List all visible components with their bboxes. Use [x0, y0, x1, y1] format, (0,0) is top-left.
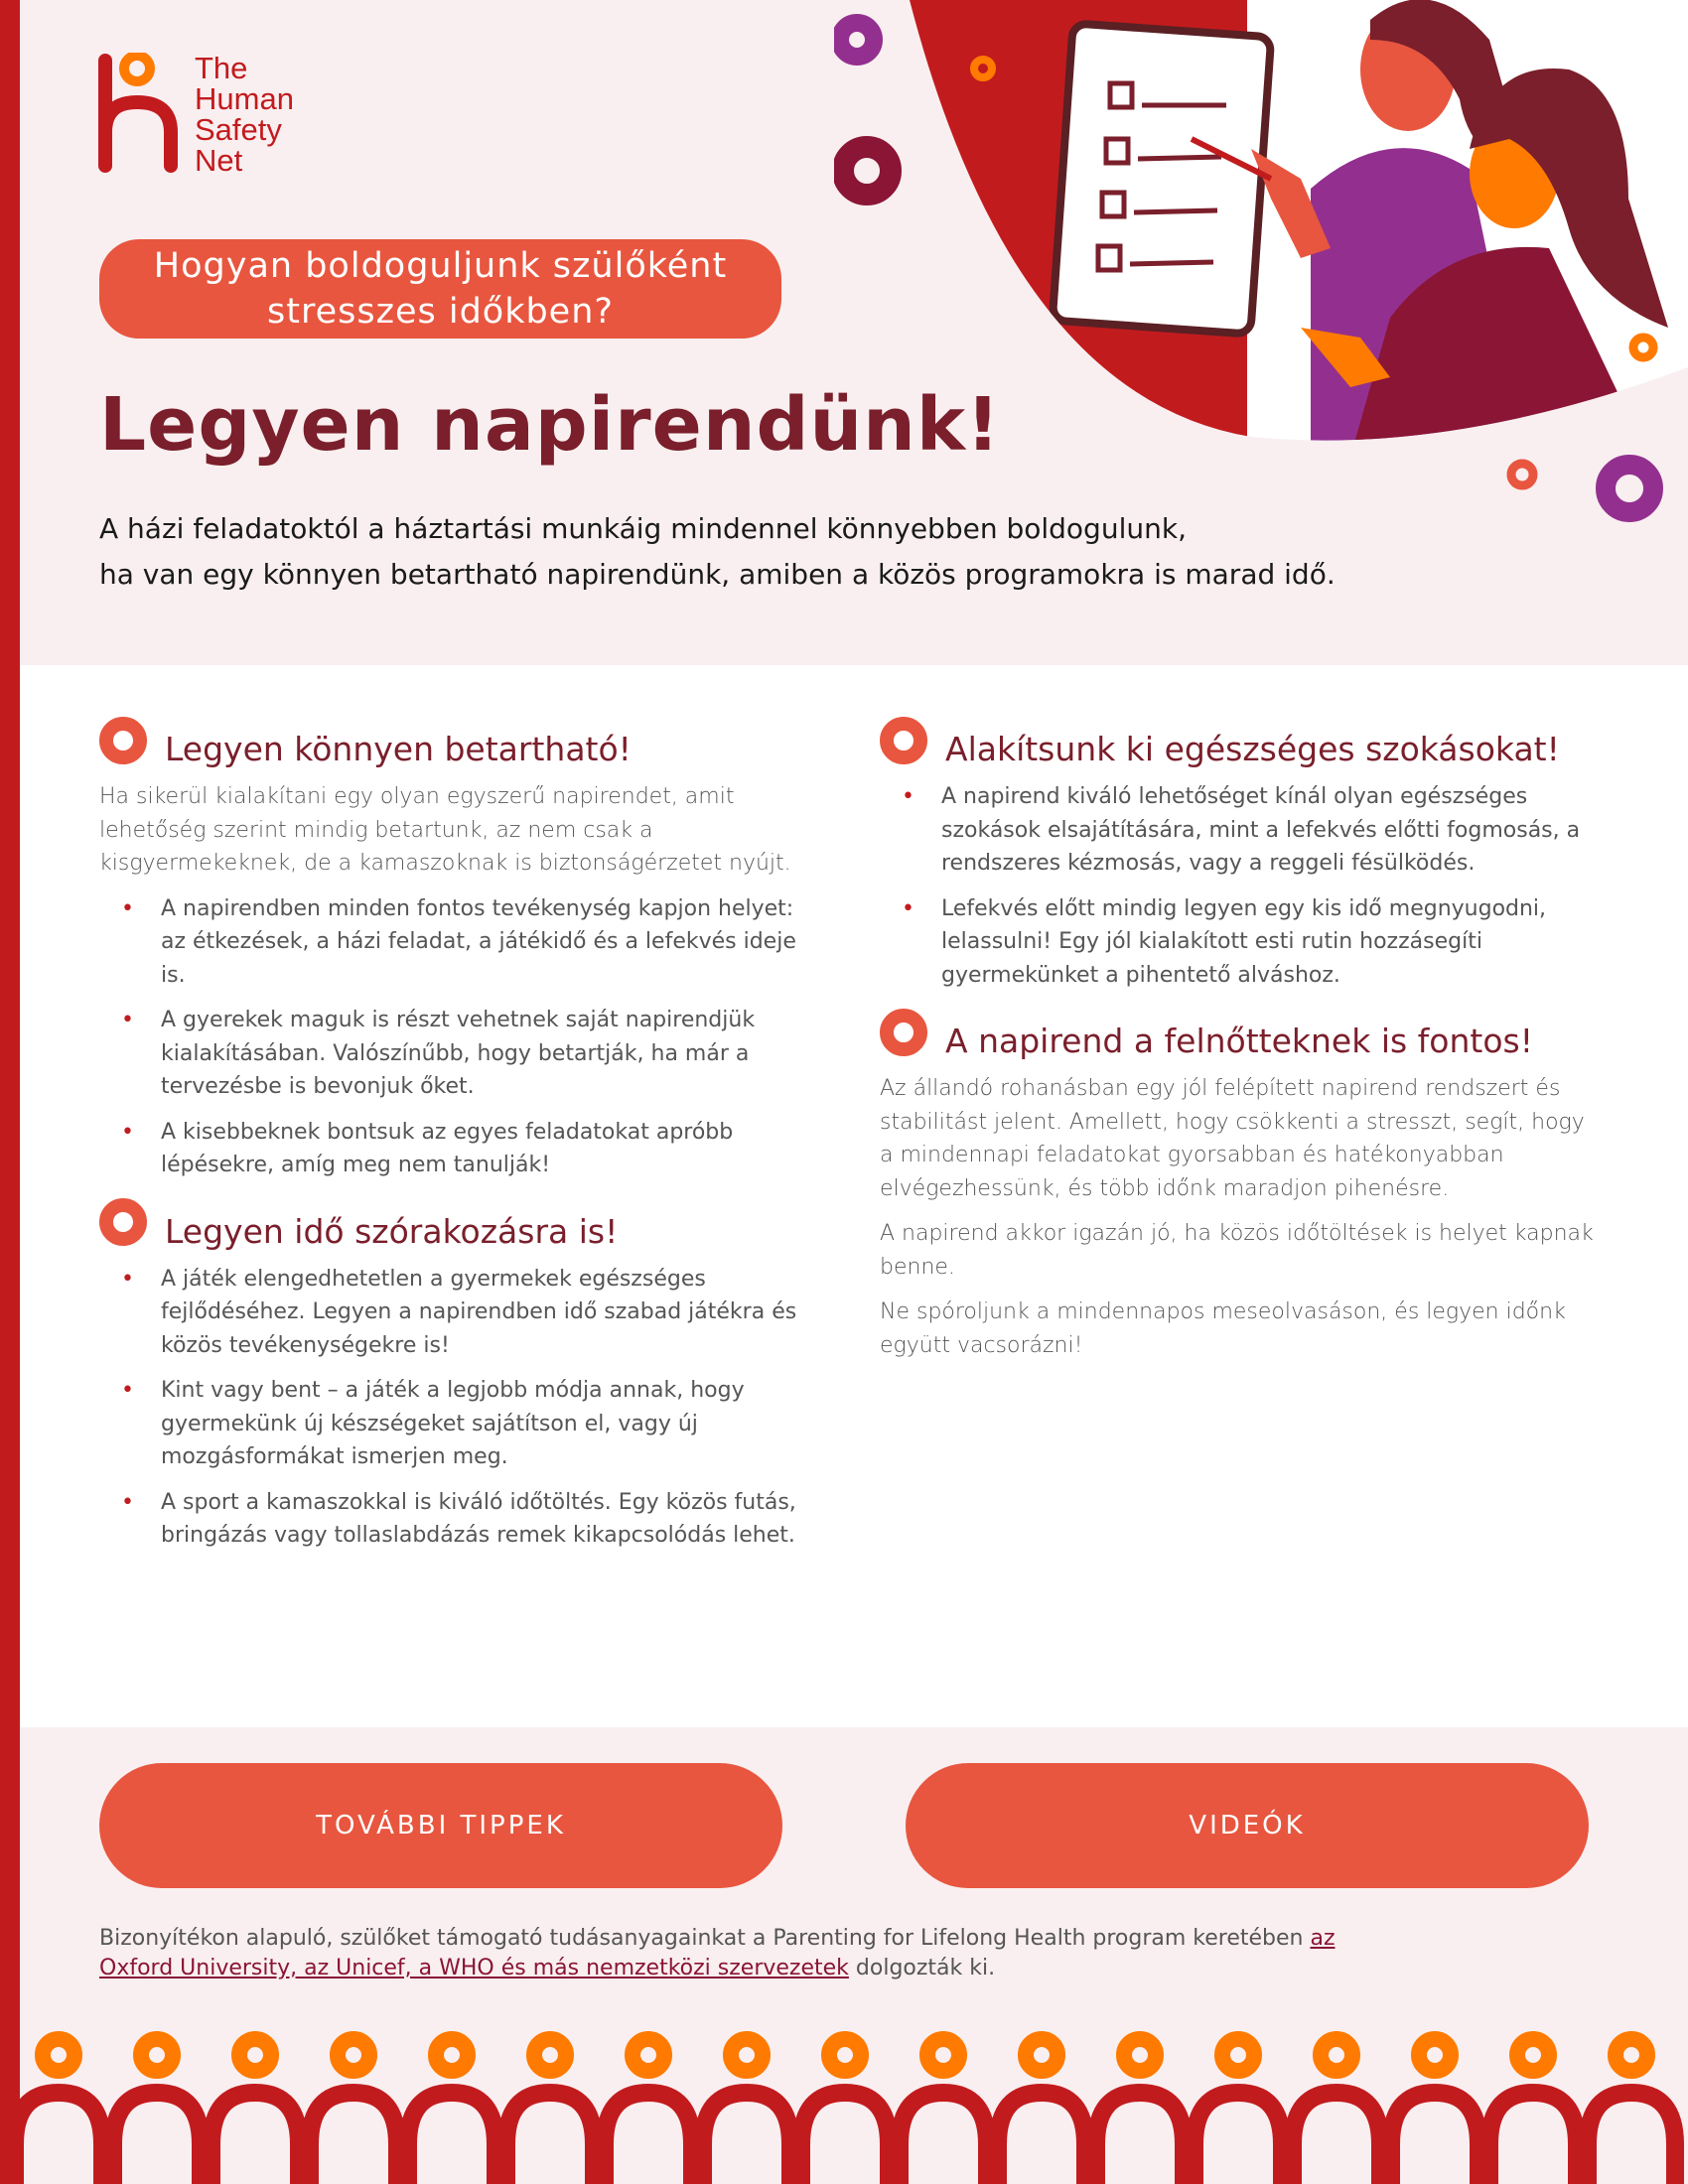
logo [97, 53, 294, 176]
decor-dot [1124, 2039, 1156, 2071]
decor-arch [1588, 2093, 1675, 2184]
bullet-item: • A sport a kamaszokkal is kiváló időtöltés. Egy közös futás, bringázás vagy tollaslabdázás remek kikapcsolódás lehet. [161, 1486, 814, 1553]
logo-line: Safety [195, 112, 282, 147]
bullet-item: • Lefekvés előtt mindig legyen egy kis idő megnyugodni, lelassulni! Egy jól kialakított esti rutin hozzásegíti gyermekünket a pihentető alváshoz. [941, 892, 1595, 993]
bullet-item: • A napirendben minden fontos tevékenység kapjon helyet: az étkezések, a házi feladat, a játékidő és a lefekvés ideje is. [161, 892, 814, 993]
decor-dot [534, 2039, 566, 2071]
decor-dot [1419, 2039, 1451, 2071]
decor-dot [239, 2039, 271, 2071]
decor-dot [338, 2039, 369, 2071]
decor-arch [408, 2093, 495, 2184]
ring-bullet-icon [99, 1198, 147, 1246]
ring-bullet-icon [99, 717, 147, 764]
bullet-item: • A játék elengedhetetlen a gyermekek egészséges fejlődéséhez. Legyen a napirendben idő szabad játékra és közös tevékenységekre is! [161, 1263, 814, 1363]
logo-line: Human [195, 81, 294, 116]
bullet-list [99, 892, 814, 1182]
section-heading-text: A napirend a felnőtteknek is fontos! [945, 1022, 1533, 1060]
footer-text: dolgozták ki. [848, 1956, 996, 1980]
bullet-item: • A kisebbeknek bontsuk az egyes feladatokat apróbb lépésekre, amíg meg nem tanulják! [161, 1116, 814, 1182]
decor-arch [900, 2093, 987, 2184]
decor-arch [703, 2093, 790, 2184]
decor-arch [998, 2093, 1085, 2184]
section [880, 1022, 1595, 1362]
footer-note [99, 1924, 1390, 1983]
logo-line: The [195, 51, 248, 85]
decor-dot [141, 2039, 173, 2071]
decor-arch [15, 2093, 102, 2184]
ring-bullet-icon [880, 717, 927, 764]
subtitle-pill: Hogyan boldoguljunk szülőként stresszes időkben? [99, 239, 781, 339]
decor-arch [1195, 2093, 1282, 2184]
decor-dot [436, 2039, 468, 2071]
decorative-border [0, 2025, 1688, 2184]
bullet-item: • A napirend kiváló lehetőséget kínál olyan egészséges szokások elsajátítására, mint a lefekvés előtti fogmosás, a rendszeres kézmosás, vagy a reggeli fésülködés. [941, 780, 1595, 881]
ring-bullet-icon [880, 1009, 927, 1056]
right-column [880, 730, 1595, 1392]
paragraph: A napirend akkor igazán jó, ha közös időtöltések is helyet kapnak benne. [880, 1221, 1594, 1280]
decor-dot [731, 2039, 763, 2071]
section-heading-text: Alakítsunk ki egészséges szokásokat! [945, 730, 1560, 768]
intro-text [99, 506, 1589, 598]
bullet-item: • A gyerekek maguk is részt vehetnek saját napirendjük kialakításában. Valószínűbb, hogy betartják, ha már a tervezésbe is bevonjuk őket. [161, 1004, 814, 1104]
decor-arch [1391, 2093, 1478, 2184]
intro-line: A házi feladatoktól a háztartási munkáig mindennel könnyebben boldogulunk, [99, 512, 1187, 545]
section-heading [880, 730, 1595, 768]
section [880, 730, 1595, 992]
section-heading-text: Legyen idő szórakozásra is! [165, 1211, 619, 1251]
decor-arch [506, 2093, 594, 2184]
section-heading [99, 1212, 814, 1251]
left-accent-bar [0, 0, 20, 2184]
decor-dot [1222, 2039, 1254, 2071]
section-heading-text: Legyen könnyen betartható! [165, 730, 632, 768]
bullet-list [880, 780, 1595, 992]
videos-button[interactable]: VIDEÓK [906, 1763, 1589, 1888]
section [99, 730, 814, 1182]
paragraph: Ha sikerül kialakítani egy olyan egyszerű napirendet, amit lehetőség szerint mindig betartunk, az nem csak a kisgyermekeknek, de a kamaszoknak is biztonságérzetet nyújt. [99, 784, 791, 876]
decor-arch [1096, 2093, 1184, 2184]
more-tips-button[interactable]: TOVÁBBI TIPPEK [99, 1763, 782, 1888]
decor-dot [43, 2039, 74, 2071]
section [99, 1212, 814, 1553]
section-heading [99, 730, 814, 768]
intro-line: ha van egy könnyen betartható napirendünk, amiben a közös programokra is marad idő. [99, 558, 1336, 591]
logo-h-icon [97, 53, 179, 174]
decor-arch [211, 2093, 299, 2184]
left-column [99, 730, 814, 1582]
decor-ring-purple [840, 23, 874, 57]
bullet-item: • Kint vagy bent – a játék a legjobb módja annak, hogy gyermekünk új készségeket sajátítson el, vagy új mozgásformákat ismerjen meg. [161, 1374, 814, 1474]
decor-dot [633, 2039, 664, 2071]
decor-dot [1321, 2039, 1352, 2071]
decor-arch [605, 2093, 692, 2184]
decor-dot [1026, 2039, 1057, 2071]
decor-dot [829, 2039, 861, 2071]
decor-dot [927, 2039, 959, 2071]
decor-arch [310, 2093, 397, 2184]
decor-dot [1517, 2039, 1549, 2071]
decor-arch [113, 2093, 201, 2184]
decor-arch [801, 2093, 889, 2184]
logo-text [195, 53, 294, 176]
decor-arch [1489, 2093, 1577, 2184]
logo-line: Net [195, 143, 243, 178]
paragraph: Ne spóroljunk a mindennapos meseolvasáson, és legyen időnk együtt vacsorázni! [880, 1299, 1566, 1358]
section-heading [880, 1022, 1595, 1060]
footer-text: Bizonyítékon alapuló, szülőket támogató tudásanyagainkat a Parenting for Lifelong Health program keretében [99, 1926, 1311, 1951]
decor-arch [1293, 2093, 1380, 2184]
page-title: Legyen napirendünk! [99, 382, 1001, 468]
bullet-list [99, 1263, 814, 1553]
paragraph: Az állandó rohanásban egy jól felépített napirend rendszert és stabilitást jelent. Amellett, hogy csökkenti a stresszt, segít, hogy a mindennapi feladatokat gyorsabban és hatékonyabban elvégezhessünk, és több időnk maradjon pihenésre. [880, 1076, 1585, 1201]
partners-link[interactable]: az Oxford University, az Unicef, a WHO és más nemzetközi szervezetek [99, 1926, 1336, 1980]
decor-dot [1616, 2039, 1647, 2071]
